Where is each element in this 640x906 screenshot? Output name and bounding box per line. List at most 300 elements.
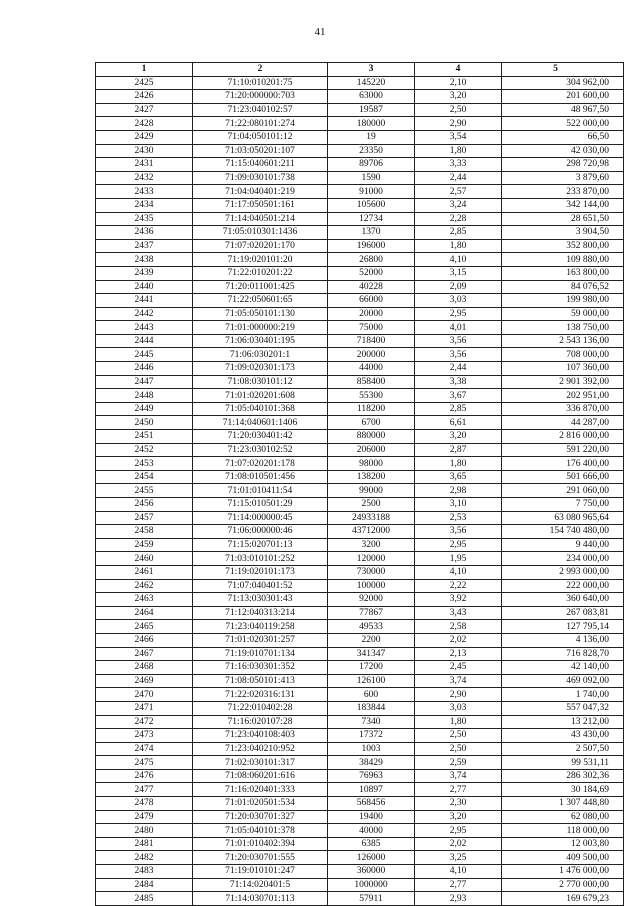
amount-cell: 360 640,00 bbox=[502, 593, 624, 607]
table-row bbox=[96, 851, 624, 865]
rate-cell: 2,95 bbox=[415, 307, 502, 321]
table-row bbox=[96, 865, 624, 879]
rate-cell: 3,54 bbox=[415, 130, 502, 144]
table-row bbox=[96, 334, 624, 348]
area-cell: 20000 bbox=[328, 307, 415, 321]
row-number-cell: 2440 bbox=[96, 280, 193, 294]
amount-cell: 1 476 000,00 bbox=[502, 865, 624, 879]
area-cell: 730000 bbox=[328, 565, 415, 579]
amount-cell: 9 440,00 bbox=[502, 538, 624, 552]
row-number-cell: 2454 bbox=[96, 470, 193, 484]
table-row bbox=[96, 443, 624, 457]
row-number-cell: 2425 bbox=[96, 76, 193, 90]
amount-cell: 154 740 480,00 bbox=[502, 525, 624, 539]
rate-cell: 2,22 bbox=[415, 579, 502, 593]
cadastral-number-cell: 71:19:010101:247 bbox=[193, 865, 328, 879]
row-number-cell: 2480 bbox=[96, 824, 193, 838]
row-number-cell: 2469 bbox=[96, 674, 193, 688]
table-row bbox=[96, 130, 624, 144]
area-cell: 66000 bbox=[328, 294, 415, 308]
rate-cell: 2,50 bbox=[415, 742, 502, 756]
row-number-cell: 2470 bbox=[96, 688, 193, 702]
table-row bbox=[96, 837, 624, 851]
rate-cell: 3,15 bbox=[415, 266, 502, 280]
amount-cell: 591 220,00 bbox=[502, 443, 624, 457]
cadastral-number-cell: 71:22:010402:28 bbox=[193, 701, 328, 715]
rate-cell: 2,09 bbox=[415, 280, 502, 294]
row-number-cell: 2483 bbox=[96, 865, 193, 879]
cadastral-number-cell: 71:20:000000:703 bbox=[193, 90, 328, 104]
amount-cell: 63 080 965,64 bbox=[502, 511, 624, 525]
rate-cell: 2,50 bbox=[415, 103, 502, 117]
row-number-cell: 2460 bbox=[96, 552, 193, 566]
rate-cell: 3,74 bbox=[415, 674, 502, 688]
amount-cell: 234 000,00 bbox=[502, 552, 624, 566]
rate-cell: 2,98 bbox=[415, 484, 502, 498]
area-cell: 75000 bbox=[328, 321, 415, 335]
table-row bbox=[96, 144, 624, 158]
cadastral-number-cell: 71:04:050101:12 bbox=[193, 130, 328, 144]
column-header-4: 4 bbox=[415, 63, 502, 77]
table-row bbox=[96, 266, 624, 280]
table-row bbox=[96, 525, 624, 539]
row-number-cell: 2481 bbox=[96, 837, 193, 851]
rate-cell: 3,43 bbox=[415, 606, 502, 620]
row-number-cell: 2475 bbox=[96, 756, 193, 770]
rate-cell: 1,80 bbox=[415, 144, 502, 158]
table-row bbox=[96, 76, 624, 90]
table-row bbox=[96, 769, 624, 783]
cadastral-number-cell: 71:19:020101:173 bbox=[193, 565, 328, 579]
area-cell: 12734 bbox=[328, 212, 415, 226]
table-row bbox=[96, 294, 624, 308]
table-row bbox=[96, 430, 624, 444]
rate-cell: 2,57 bbox=[415, 185, 502, 199]
table-row bbox=[96, 674, 624, 688]
rate-cell: 4,10 bbox=[415, 253, 502, 267]
rate-cell: 3,10 bbox=[415, 498, 502, 512]
amount-cell: 138 750,00 bbox=[502, 321, 624, 335]
table-row bbox=[96, 810, 624, 824]
cadastral-number-cell: 71:01:020201:608 bbox=[193, 389, 328, 403]
row-number-cell: 2441 bbox=[96, 294, 193, 308]
amount-cell: 4 136,00 bbox=[502, 633, 624, 647]
amount-cell: 522 000,00 bbox=[502, 117, 624, 131]
rate-cell: 2,85 bbox=[415, 226, 502, 240]
table-row bbox=[96, 117, 624, 131]
cadastral-number-cell: 71:01:010411:54 bbox=[193, 484, 328, 498]
table-row bbox=[96, 362, 624, 376]
area-cell: 183844 bbox=[328, 701, 415, 715]
rate-cell: 2,02 bbox=[415, 837, 502, 851]
rate-cell: 2,87 bbox=[415, 443, 502, 457]
row-number-cell: 2468 bbox=[96, 661, 193, 675]
rate-cell: 1,80 bbox=[415, 457, 502, 471]
amount-cell: 1 307 448,80 bbox=[502, 797, 624, 811]
amount-cell: 109 880,00 bbox=[502, 253, 624, 267]
rate-cell: 2,28 bbox=[415, 212, 502, 226]
table-row bbox=[96, 171, 624, 185]
area-cell: 43712000 bbox=[328, 525, 415, 539]
rate-cell: 2,59 bbox=[415, 756, 502, 770]
amount-cell: 304 962,00 bbox=[502, 76, 624, 90]
amount-cell: 298 720,98 bbox=[502, 158, 624, 172]
cadastral-number-cell: 71:22:080101:274 bbox=[193, 117, 328, 131]
area-cell: 105600 bbox=[328, 198, 415, 212]
table-row bbox=[96, 579, 624, 593]
row-number-cell: 2471 bbox=[96, 701, 193, 715]
cadastral-number-cell: 71:12:040313:214 bbox=[193, 606, 328, 620]
rate-cell: 2,77 bbox=[415, 783, 502, 797]
cadastral-number-cell: 71:23:040108:403 bbox=[193, 729, 328, 743]
rate-cell: 2,30 bbox=[415, 797, 502, 811]
area-cell: 40000 bbox=[328, 824, 415, 838]
rate-cell: 2,13 bbox=[415, 647, 502, 661]
rate-cell: 4,10 bbox=[415, 865, 502, 879]
table-row bbox=[96, 742, 624, 756]
area-cell: 7340 bbox=[328, 715, 415, 729]
row-number-cell: 2436 bbox=[96, 226, 193, 240]
rate-cell: 3,33 bbox=[415, 158, 502, 172]
amount-cell: 107 360,00 bbox=[502, 362, 624, 376]
amount-cell: 557 047,32 bbox=[502, 701, 624, 715]
table-row bbox=[96, 606, 624, 620]
area-cell: 23350 bbox=[328, 144, 415, 158]
row-number-cell: 2442 bbox=[96, 307, 193, 321]
cadastral-number-cell: 71:23:040119:258 bbox=[193, 620, 328, 634]
rate-cell: 2,90 bbox=[415, 688, 502, 702]
row-number-cell: 2438 bbox=[96, 253, 193, 267]
row-number-cell: 2484 bbox=[96, 878, 193, 892]
amount-cell: 44 287,00 bbox=[502, 416, 624, 430]
row-number-cell: 2464 bbox=[96, 606, 193, 620]
amount-cell: 2 543 136,00 bbox=[502, 334, 624, 348]
row-number-cell: 2461 bbox=[96, 565, 193, 579]
rate-cell: 2,50 bbox=[415, 729, 502, 743]
table-row bbox=[96, 661, 624, 675]
amount-cell: 2 993 000,00 bbox=[502, 565, 624, 579]
row-number-cell: 2434 bbox=[96, 198, 193, 212]
column-header-5: 5 bbox=[502, 63, 624, 77]
amount-cell: 469 092,00 bbox=[502, 674, 624, 688]
table-row bbox=[96, 892, 624, 906]
area-cell: 126100 bbox=[328, 674, 415, 688]
amount-cell: 2 507,50 bbox=[502, 742, 624, 756]
amount-cell: 2 816 000,00 bbox=[502, 430, 624, 444]
cadastral-number-cell: 71:23:040210:952 bbox=[193, 742, 328, 756]
column-header-2: 2 bbox=[193, 63, 328, 77]
amount-cell: 222 000,00 bbox=[502, 579, 624, 593]
rate-cell: 1,80 bbox=[415, 715, 502, 729]
row-number-cell: 2459 bbox=[96, 538, 193, 552]
area-cell: 55300 bbox=[328, 389, 415, 403]
cadastral-number-cell: 71:06:030401:195 bbox=[193, 334, 328, 348]
amount-cell: 286 302,36 bbox=[502, 769, 624, 783]
area-cell: 880000 bbox=[328, 430, 415, 444]
rate-cell: 3,03 bbox=[415, 294, 502, 308]
cadastral-number-cell: 71:14:020401:5 bbox=[193, 878, 328, 892]
row-number-cell: 2451 bbox=[96, 430, 193, 444]
row-number-cell: 2430 bbox=[96, 144, 193, 158]
row-number-cell: 2435 bbox=[96, 212, 193, 226]
cadastral-number-cell: 71:09:020301:173 bbox=[193, 362, 328, 376]
cadastral-number-cell: 71:01:000000:219 bbox=[193, 321, 328, 335]
area-cell: 57911 bbox=[328, 892, 415, 906]
amount-cell: 501 666,00 bbox=[502, 470, 624, 484]
area-cell: 44000 bbox=[328, 362, 415, 376]
cadastral-number-cell: 71:22:010201:22 bbox=[193, 266, 328, 280]
cadastral-number-cell: 71:20:030701:555 bbox=[193, 851, 328, 865]
rate-cell: 2,44 bbox=[415, 362, 502, 376]
area-cell: 600 bbox=[328, 688, 415, 702]
cadastral-number-cell: 71:16:020401:333 bbox=[193, 783, 328, 797]
cadastral-number-cell: 71:23:030102:52 bbox=[193, 443, 328, 457]
area-cell: 38429 bbox=[328, 756, 415, 770]
table-row bbox=[96, 715, 624, 729]
row-number-cell: 2428 bbox=[96, 117, 193, 131]
table-row bbox=[96, 538, 624, 552]
table-row bbox=[96, 484, 624, 498]
area-cell: 206000 bbox=[328, 443, 415, 457]
row-number-cell: 2443 bbox=[96, 321, 193, 335]
area-cell: 180000 bbox=[328, 117, 415, 131]
area-cell: 138200 bbox=[328, 470, 415, 484]
row-number-cell: 2472 bbox=[96, 715, 193, 729]
row-number-cell: 2427 bbox=[96, 103, 193, 117]
amount-cell: 118 000,00 bbox=[502, 824, 624, 838]
amount-cell: 336 870,00 bbox=[502, 402, 624, 416]
rate-cell: 3,56 bbox=[415, 334, 502, 348]
area-cell: 1370 bbox=[328, 226, 415, 240]
area-cell: 99000 bbox=[328, 484, 415, 498]
amount-cell: 169 679,23 bbox=[502, 892, 624, 906]
cadastral-number-cell: 71:14:000000:45 bbox=[193, 511, 328, 525]
table-row bbox=[96, 280, 624, 294]
row-number-cell: 2485 bbox=[96, 892, 193, 906]
area-cell: 52000 bbox=[328, 266, 415, 280]
row-number-cell: 2479 bbox=[96, 810, 193, 824]
row-number-cell: 2456 bbox=[96, 498, 193, 512]
row-number-cell: 2445 bbox=[96, 348, 193, 362]
rate-cell: 3,65 bbox=[415, 470, 502, 484]
row-number-cell: 2448 bbox=[96, 389, 193, 403]
amount-cell: 3 879,60 bbox=[502, 171, 624, 185]
cadastral-number-cell: 71:20:030701:327 bbox=[193, 810, 328, 824]
table-row bbox=[96, 633, 624, 647]
rate-cell: 3,20 bbox=[415, 810, 502, 824]
area-cell: 19587 bbox=[328, 103, 415, 117]
amount-cell: 7 750,00 bbox=[502, 498, 624, 512]
area-cell: 49533 bbox=[328, 620, 415, 634]
amount-cell: 352 800,00 bbox=[502, 239, 624, 253]
table-row bbox=[96, 565, 624, 579]
cadastral-number-cell: 71:05:010301:1436 bbox=[193, 226, 328, 240]
amount-cell: 43 430,00 bbox=[502, 729, 624, 743]
row-number-cell: 2429 bbox=[96, 130, 193, 144]
table-row bbox=[96, 783, 624, 797]
table-row bbox=[96, 198, 624, 212]
amount-cell: 291 060,00 bbox=[502, 484, 624, 498]
table-body bbox=[96, 76, 624, 905]
row-number-cell: 2432 bbox=[96, 171, 193, 185]
area-cell: 718400 bbox=[328, 334, 415, 348]
row-number-cell: 2453 bbox=[96, 457, 193, 471]
row-number-cell: 2447 bbox=[96, 375, 193, 389]
cadastral-number-cell: 71:10:010201:75 bbox=[193, 76, 328, 90]
row-number-cell: 2433 bbox=[96, 185, 193, 199]
area-cell: 26800 bbox=[328, 253, 415, 267]
amount-cell: 2 901 392,00 bbox=[502, 375, 624, 389]
rate-cell: 3,92 bbox=[415, 593, 502, 607]
amount-cell: 201 600,00 bbox=[502, 90, 624, 104]
area-cell: 126000 bbox=[328, 851, 415, 865]
amount-cell: 3 904,50 bbox=[502, 226, 624, 240]
table-row bbox=[96, 797, 624, 811]
area-cell: 1590 bbox=[328, 171, 415, 185]
cadastral-number-cell: 71:07:020201:178 bbox=[193, 457, 328, 471]
row-number-cell: 2444 bbox=[96, 334, 193, 348]
amount-cell: 342 144,00 bbox=[502, 198, 624, 212]
area-cell: 145220 bbox=[328, 76, 415, 90]
data-table bbox=[95, 62, 624, 906]
area-cell: 19400 bbox=[328, 810, 415, 824]
area-cell: 118200 bbox=[328, 402, 415, 416]
amount-cell: 99 531,11 bbox=[502, 756, 624, 770]
area-cell: 2500 bbox=[328, 498, 415, 512]
area-cell: 1003 bbox=[328, 742, 415, 756]
table-row bbox=[96, 389, 624, 403]
cadastral-number-cell: 71:23:040102:57 bbox=[193, 103, 328, 117]
cadastral-number-cell: 71:05:040101:368 bbox=[193, 402, 328, 416]
amount-cell: 199 980,00 bbox=[502, 294, 624, 308]
amount-cell: 1 740,00 bbox=[502, 688, 624, 702]
cadastral-number-cell: 71:05:050101:130 bbox=[193, 307, 328, 321]
area-cell: 100000 bbox=[328, 579, 415, 593]
rate-cell: 4,01 bbox=[415, 321, 502, 335]
amount-cell: 176 400,00 bbox=[502, 457, 624, 471]
area-cell: 858400 bbox=[328, 375, 415, 389]
amount-cell: 84 076,52 bbox=[502, 280, 624, 294]
row-number-cell: 2446 bbox=[96, 362, 193, 376]
area-cell: 3200 bbox=[328, 538, 415, 552]
rate-cell: 3,56 bbox=[415, 348, 502, 362]
table-row bbox=[96, 402, 624, 416]
amount-cell: 42 030,00 bbox=[502, 144, 624, 158]
amount-cell: 708 000,00 bbox=[502, 348, 624, 362]
area-cell: 6700 bbox=[328, 416, 415, 430]
area-cell: 89706 bbox=[328, 158, 415, 172]
row-number-cell: 2452 bbox=[96, 443, 193, 457]
row-number-cell: 2457 bbox=[96, 511, 193, 525]
rate-cell: 2,44 bbox=[415, 171, 502, 185]
rate-cell: 3,74 bbox=[415, 769, 502, 783]
table-row bbox=[96, 593, 624, 607]
rate-cell: 2,93 bbox=[415, 892, 502, 906]
amount-cell: 163 800,00 bbox=[502, 266, 624, 280]
table-row bbox=[96, 375, 624, 389]
column-header-1: 1 bbox=[96, 63, 193, 77]
rate-cell: 3,25 bbox=[415, 851, 502, 865]
area-cell: 6385 bbox=[328, 837, 415, 851]
rate-cell: 2,95 bbox=[415, 538, 502, 552]
area-cell: 92000 bbox=[328, 593, 415, 607]
cadastral-number-cell: 71:15:010501:29 bbox=[193, 498, 328, 512]
rate-cell: 2,10 bbox=[415, 76, 502, 90]
row-number-cell: 2449 bbox=[96, 402, 193, 416]
table-row bbox=[96, 688, 624, 702]
area-cell: 2200 bbox=[328, 633, 415, 647]
area-cell: 360000 bbox=[328, 865, 415, 879]
row-number-cell: 2466 bbox=[96, 633, 193, 647]
row-number-cell: 2437 bbox=[96, 239, 193, 253]
row-number-cell: 2431 bbox=[96, 158, 193, 172]
cadastral-number-cell: 71:07:020201:170 bbox=[193, 239, 328, 253]
cadastral-number-cell: 71:06:000000:46 bbox=[193, 525, 328, 539]
row-number-cell: 2439 bbox=[96, 266, 193, 280]
area-cell: 10897 bbox=[328, 783, 415, 797]
row-number-cell: 2473 bbox=[96, 729, 193, 743]
rate-cell: 3,20 bbox=[415, 90, 502, 104]
area-cell: 17372 bbox=[328, 729, 415, 743]
table-row bbox=[96, 511, 624, 525]
area-cell: 17200 bbox=[328, 661, 415, 675]
amount-cell: 42 140,00 bbox=[502, 661, 624, 675]
table-header-row bbox=[96, 63, 624, 77]
area-cell: 200000 bbox=[328, 348, 415, 362]
cadastral-number-cell: 71:19:020101:20 bbox=[193, 253, 328, 267]
row-number-cell: 2476 bbox=[96, 769, 193, 783]
cadastral-number-cell: 71:05:040101:378 bbox=[193, 824, 328, 838]
area-cell: 19 bbox=[328, 130, 415, 144]
amount-cell: 28 651,50 bbox=[502, 212, 624, 226]
rate-cell: 4,10 bbox=[415, 565, 502, 579]
area-cell: 98000 bbox=[328, 457, 415, 471]
area-cell: 568456 bbox=[328, 797, 415, 811]
cadastral-number-cell: 71:13:030301:43 bbox=[193, 593, 328, 607]
amount-cell: 127 795,14 bbox=[502, 620, 624, 634]
amount-cell: 62 080,00 bbox=[502, 810, 624, 824]
cadastral-number-cell: 71:01:010402:394 bbox=[193, 837, 328, 851]
rate-cell: 6,61 bbox=[415, 416, 502, 430]
cadastral-number-cell: 71:01:020301:257 bbox=[193, 633, 328, 647]
row-number-cell: 2477 bbox=[96, 783, 193, 797]
table-row bbox=[96, 457, 624, 471]
amount-cell: 66,50 bbox=[502, 130, 624, 144]
table-row bbox=[96, 498, 624, 512]
table-row bbox=[96, 307, 624, 321]
area-cell: 77867 bbox=[328, 606, 415, 620]
rate-cell: 3,38 bbox=[415, 375, 502, 389]
cadastral-number-cell: 71:08:060201:616 bbox=[193, 769, 328, 783]
amount-cell: 59 000,00 bbox=[502, 307, 624, 321]
rate-cell: 3,03 bbox=[415, 701, 502, 715]
cadastral-number-cell: 71:06:030201:1 bbox=[193, 348, 328, 362]
rate-cell: 3,56 bbox=[415, 525, 502, 539]
amount-cell: 716 828,70 bbox=[502, 647, 624, 661]
rate-cell: 2,58 bbox=[415, 620, 502, 634]
table-row bbox=[96, 253, 624, 267]
table-row bbox=[96, 212, 624, 226]
amount-cell: 202 951,00 bbox=[502, 389, 624, 403]
row-number-cell: 2463 bbox=[96, 593, 193, 607]
table-row bbox=[96, 701, 624, 715]
cadastral-number-cell: 71:19:010701:134 bbox=[193, 647, 328, 661]
table-row bbox=[96, 756, 624, 770]
area-cell: 1000000 bbox=[328, 878, 415, 892]
table-row bbox=[96, 824, 624, 838]
cadastral-number-cell: 71:20:030401:42 bbox=[193, 430, 328, 444]
rate-cell: 2,85 bbox=[415, 402, 502, 416]
